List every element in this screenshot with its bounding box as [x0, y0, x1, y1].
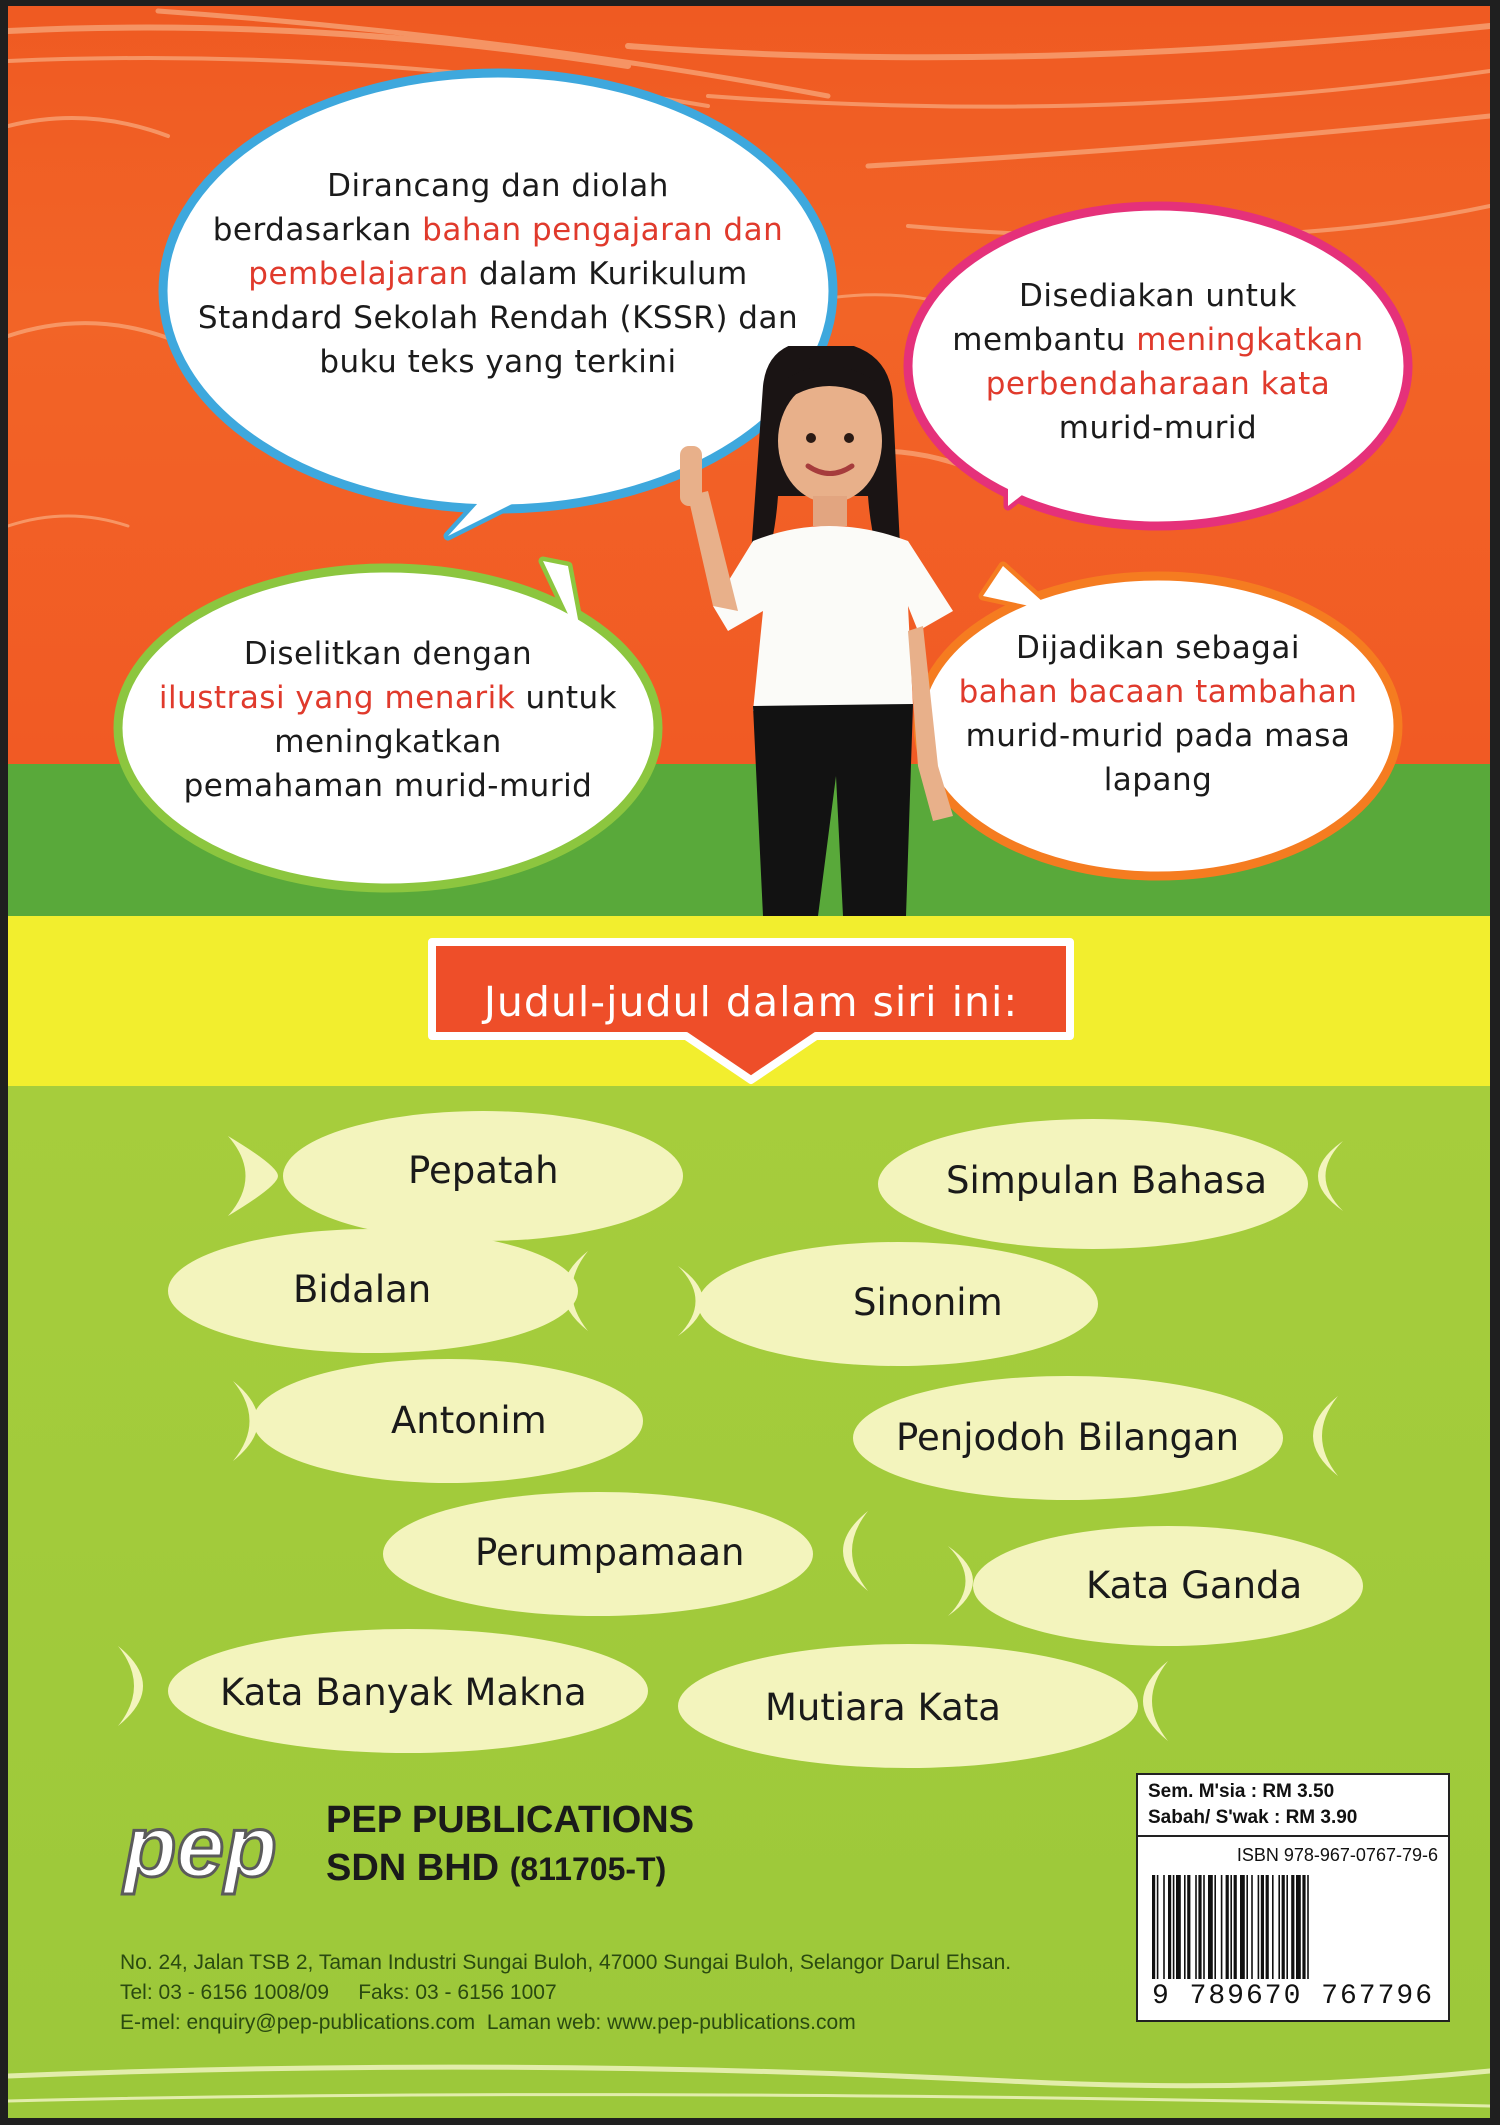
barcode-bar [1168, 1875, 1171, 1979]
body-text: Dirancang dan diolah [327, 168, 669, 204]
publisher-name [326, 1796, 694, 1893]
bottom-decorative-streaks [8, 2046, 1490, 2118]
barcode-bar [1307, 1875, 1309, 1979]
publisher-logo-text: pep [124, 1802, 277, 1895]
series-title-bidalan: Bidalan [293, 1268, 432, 1311]
publisher-name-line2: SDN BHD [326, 1847, 500, 1889]
body-text: dalam Kurikulum [468, 256, 748, 292]
body-text: lapang [1103, 762, 1213, 798]
body-text: meningkatkan [274, 724, 502, 760]
body-text: Standard Sekolah Rendah (KSSR) dan [197, 300, 799, 336]
series-title-sinonim: Sinonim [853, 1281, 1003, 1324]
highlight-text: ilustrasi yang menarik [158, 680, 516, 716]
series-title-kata-ganda: Kata Ganda [1086, 1564, 1303, 1607]
body-text: Disediakan untuk [1019, 278, 1297, 314]
barcode-bar [1278, 1875, 1280, 1979]
barcode-bar [1214, 1875, 1216, 1979]
isbn-number: ISBN 978-967-0767-79-6 [1236, 1845, 1438, 1865]
publisher-reg-no: (811705-T) [509, 1851, 667, 1887]
series-title-kata-banyak-makna: Kata Banyak Makna [220, 1671, 587, 1714]
publisher-website: Laman web: www.pep-publications.com [486, 2011, 856, 2034]
body-text: pemahaman murid-murid [183, 768, 593, 804]
barcode-bar [1302, 1875, 1305, 1979]
series-title-antonim: Antonim [391, 1399, 547, 1442]
barcode-bar [1240, 1875, 1245, 1979]
series-title-perumpamaan: Perumpamaan [475, 1531, 745, 1574]
barcode [1150, 1875, 1436, 1979]
barcode-bar [1246, 1875, 1248, 1979]
body-text: untuk [515, 680, 618, 716]
barcode-bar [1198, 1875, 1201, 1979]
barcode-bar [1208, 1875, 1213, 1979]
barcode-bar [1152, 1875, 1155, 1979]
barcode-number: 9 789670 767796 [1151, 1981, 1435, 2012]
series-title-mutiara-kata: Mutiara Kata [765, 1686, 1001, 1729]
body-text: Dijadikan sebagai [1016, 630, 1300, 666]
price-divider [1138, 1835, 1448, 1837]
barcode-bar [1184, 1875, 1186, 1979]
barcode-bar [1203, 1875, 1205, 1979]
barcode-bar [1163, 1875, 1165, 1979]
price-barcode-box [1136, 1773, 1450, 2022]
barcode-bar [1266, 1875, 1269, 1979]
title-fish-shapes [8, 6, 1490, 1786]
barcode-bar [1261, 1875, 1264, 1979]
barcode-bar [1157, 1875, 1159, 1979]
price-sabah-sarawak: Sabah/ S'wak : RM 3.90 [1148, 1807, 1358, 1828]
barcode-bar [1272, 1875, 1274, 1979]
highlight-text: pembelajaran [248, 256, 469, 292]
body-text: membantu [952, 322, 1137, 358]
barcode-bar [1176, 1875, 1181, 1979]
highlight-text: bahan bacaan tambahan [958, 674, 1358, 710]
barcode-bar [1221, 1875, 1223, 1979]
barcode-bar [1234, 1875, 1237, 1979]
body-text: Diselitkan dengan [243, 636, 533, 672]
publisher-web-line [120, 2008, 1011, 2038]
book-back-cover [8, 6, 1490, 2118]
body-text: buku teks yang terkini [319, 344, 677, 380]
publisher-name-line2-wrap [326, 1844, 694, 1893]
body-text: murid-murid pada masa [965, 718, 1351, 754]
barcode-bar [1286, 1875, 1288, 1979]
publisher-tel: Tel: 03 - 6156 1008/09 [120, 1981, 329, 2004]
highlight-text: perbendaharaan kata [985, 366, 1331, 402]
highlight-text: bahan pengajaran dan [422, 212, 784, 248]
series-banner-label: Judul-judul dalam siri ini: [483, 978, 1019, 1026]
body-text: berdasarkan [212, 212, 423, 248]
barcode-bar [1195, 1875, 1197, 1979]
price-peninsular: Sem. M'sia : RM 3.50 [1148, 1781, 1335, 1802]
series-title-pepatah: Pepatah [408, 1149, 559, 1192]
barcode-bar [1251, 1875, 1253, 1979]
barcode-bar [1226, 1875, 1229, 1979]
publisher-email: E-mel: enquiry@pep-publications.com [120, 2011, 476, 2034]
publisher-name-line1: PEP PUBLICATIONS [326, 1799, 695, 1841]
barcode-bar [1282, 1875, 1285, 1979]
body-text: murid-murid [1058, 410, 1258, 446]
publisher-logo [120, 1802, 310, 1898]
barcode-bar [1258, 1875, 1260, 1979]
highlight-text: meningkatkan [1136, 322, 1364, 358]
barcode-bar [1291, 1875, 1294, 1979]
publisher-contact [120, 1948, 1011, 2038]
series-title-simpulan-bahasa: Simpulan Bahasa [946, 1159, 1268, 1202]
barcode-bar [1187, 1875, 1190, 1979]
publisher-address: No. 24, Jalan TSB 2, Taman Industri Sungai Buloh, 47000 Sungai Buloh, Selangor Darul Ehsan. [120, 1951, 1012, 1974]
barcode-bar [1173, 1875, 1175, 1979]
publisher-fax: Faks: 03 - 6156 1007 [358, 1981, 557, 2004]
barcode-bar [1230, 1875, 1232, 1979]
barcode-bar [1296, 1875, 1301, 1979]
series-title-penjodoh-bilangan: Penjodoh Bilangan [896, 1416, 1240, 1459]
publisher-phone-line [120, 1978, 1011, 2008]
